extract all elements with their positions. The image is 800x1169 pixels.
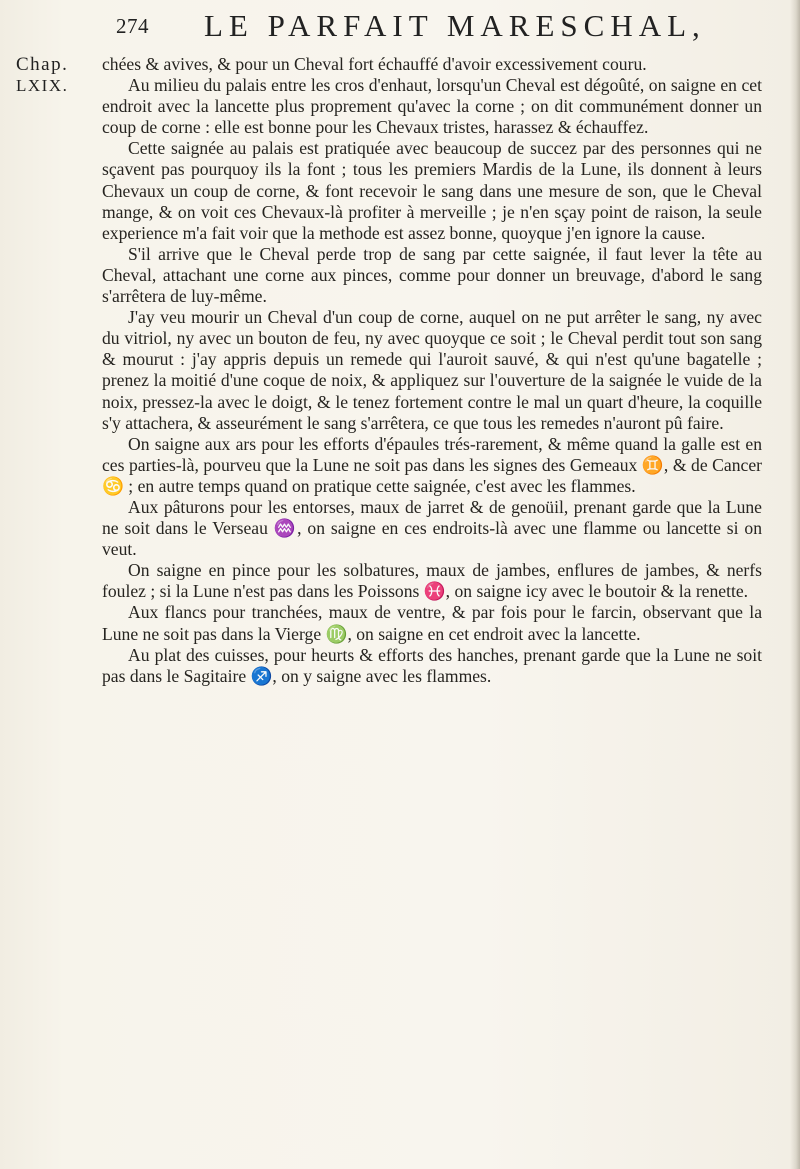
- chapter-number: LXIX.: [16, 76, 69, 95]
- paragraph: On saigne aux ars pour les efforts d'épaules trés-rarement, & même quand la galle est en ces parties-là, pourveu que la Lune ne soit pas dans les signes des Gemeaux ♊, & de Cancer ♋ ; en autre temps quand on pratique cette saignée, c'est avec les flammes.: [102, 433, 762, 496]
- page-edge-shadow: [790, 0, 800, 1169]
- paragraph: On saigne en pince pour les solbatures, maux de jambes, enflures de jambes, & nerfs foulez ; si la Lune n'est pas dans les Poissons ♓, on saigne icy avec le boutoir & la renette.: [102, 560, 762, 602]
- page-header: [116, 8, 756, 48]
- page-number: 274: [116, 14, 149, 38]
- paragraph: Au milieu du palais entre les cros d'enhaut, lorsqu'un Cheval est dégoûté, on saigne en cet endroit avec la lancette plus proprement qu'avec la corne ; on dit communément donner un coup de corne : elle est bonne pour les Chevaux tristes, harassez & échauffez.: [102, 75, 762, 138]
- paragraph: chées & avives, & pour un Cheval fort échauffé d'avoir excessivement couru.: [102, 54, 647, 74]
- paragraph: J'ay veu mourir un Cheval d'un coup de corne, auquel on ne put arrêter le sang, ny avec du vitriol, ny avec un bouton de feu, ny avec quoyque ce soit ; le Cheval perdit tout son sang & mourut : j'ay appris depuis un remede qui l'auroit sauvé, & qui n'est qu'une bagatelle ; prenez la moitié d'une coque de noix, & appliquez sur l'ouverture de la saignée le vuide de la noix, pressez-la avec le doigt, & le tenez fortement contre le mal un quart d'heure, la coquille s'y attachera, & asseurément le sang s'arrêtera, ce que tous les remedes n'auront pû faire.: [102, 307, 762, 433]
- body-text: [102, 54, 762, 687]
- paragraph: Au plat des cuisses, pour heurts & efforts des hanches, prenant garde que la Lune ne soit pas dans le Sagitaire ♐, on y saigne avec les flammes.: [102, 644, 762, 686]
- paragraph: Aux flancs pour tranchées, maux de ventre, & par fois pour le farcin, observant que la Lune ne soit pas dans la Vierge ♍, on saigne en cet endroit avec la lancette.: [102, 602, 762, 644]
- paragraph: S'il arrive que le Cheval perde trop de sang par cette saignée, il faut lever la tête au Cheval, attachant une corne aux pinces, comme pour donner un breuvage, d'abord le sang s'arrêtera de luy-même.: [102, 243, 762, 307]
- paragraph: Cette saignée au palais est pratiquée avec beaucoup de succez par des personnes qui ne sçavent pas pourquoy ils la font ; tous les premiers Mardis de la Lune, ils donnent à leurs Chevaux un coup de corne, & font recevoir le sang dans une mesure de son, que le Cheval mange, & on voit ces Chevaux-là profiter à merveille ; je n'en sçay point de raison, la seule experience m'a fait voir que la methode est assez bonne, quoyque j'en ignore la cause.: [102, 138, 762, 243]
- running-title: LE PARFAIT MARESCHAL,: [204, 8, 706, 43]
- chapter-margin-note: [16, 54, 96, 96]
- chapter-label: Chap.: [16, 54, 69, 75]
- paragraph: Aux pâturons pour les entorses, maux de jarret & de genoüil, prenant garde que la Lune ne soit dans le Verseau ♒, on saigne en ces endroits-là avec une flamme ou lancette si on veut.: [102, 496, 762, 560]
